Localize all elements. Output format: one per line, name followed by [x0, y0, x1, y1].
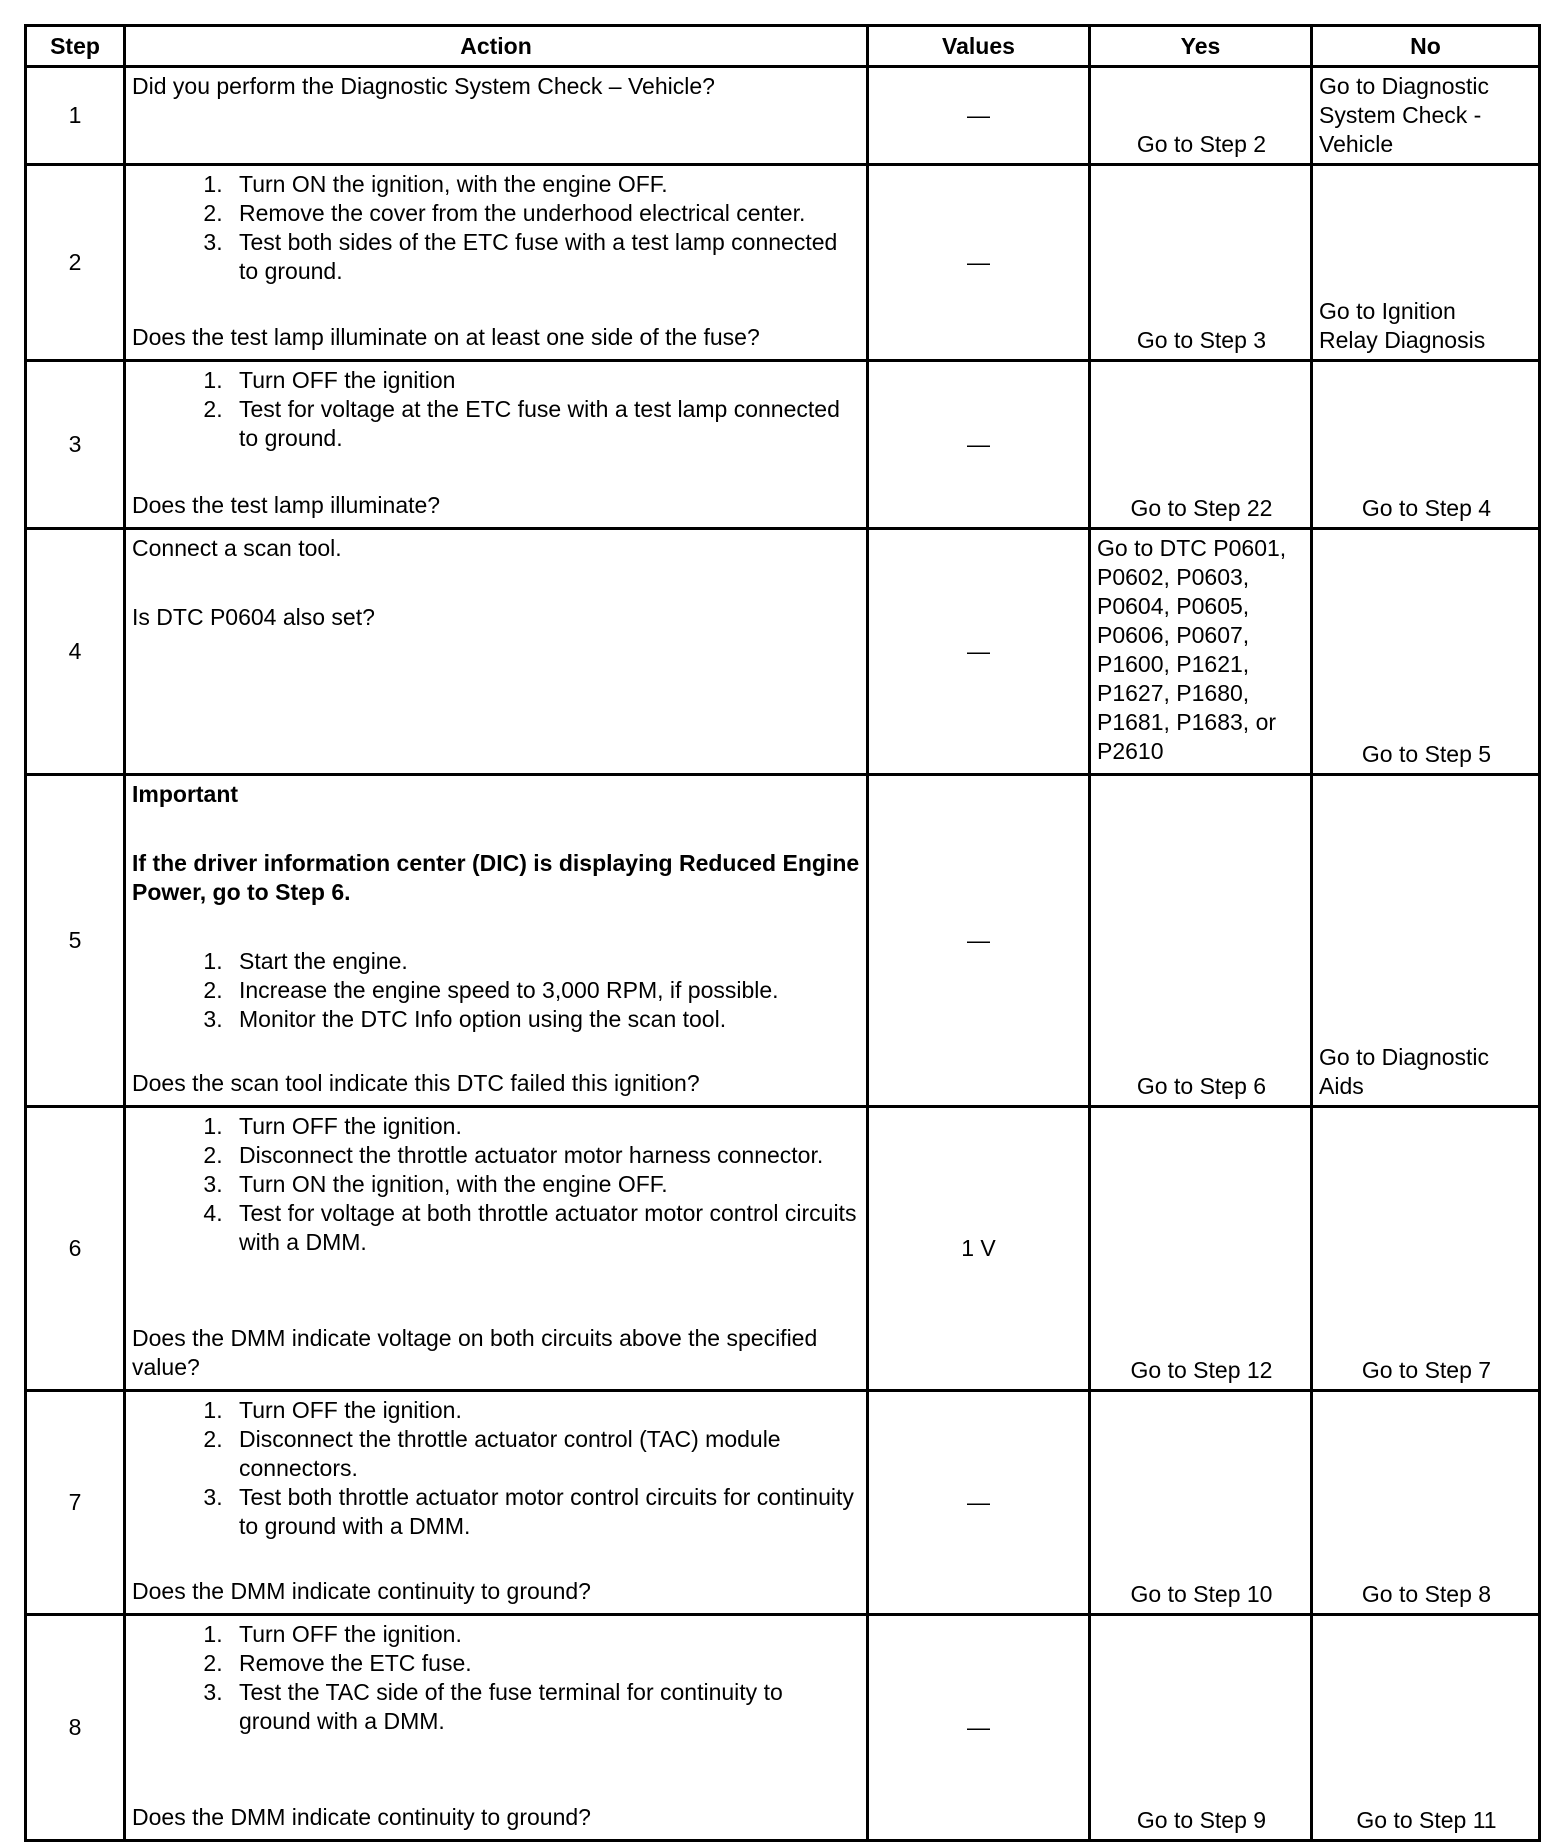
values-cell: — [868, 361, 1090, 529]
header-row [26, 26, 1540, 67]
action-cell [125, 1391, 868, 1615]
action-text: Connect a scan tool. [132, 535, 342, 561]
yes-link[interactable]: Go to Step 22 [1130, 495, 1273, 521]
yes-line: P1627, P1680, [1097, 680, 1250, 706]
values-cell: — [868, 529, 1090, 775]
header-step: Step [26, 26, 125, 67]
diagnostic-table [24, 24, 1541, 1842]
table-row [26, 165, 1540, 361]
yes-line: P0606, P0607, [1097, 622, 1250, 648]
step-number: 8 [26, 1615, 125, 1841]
no-cell [1312, 361, 1540, 529]
action-text: Did you perform the Diagnostic System Check – Vehicle? [132, 73, 715, 99]
no-cell [1312, 1107, 1540, 1391]
no-link[interactable]: Go to Step 7 [1361, 1357, 1492, 1383]
action-question: Does the DMM indicate voltage on both circuits above the specified value? [132, 1325, 818, 1380]
action-step: 3. Test the TAC side of the fuse terminal for continuity to ground with a DMM. [229, 1678, 860, 1736]
yes-cell [1090, 775, 1312, 1107]
no-line: Go to Diagnostic [1319, 1044, 1490, 1070]
table-row [26, 361, 1540, 529]
values-cell: — [868, 1391, 1090, 1615]
header-action: Action [125, 26, 868, 67]
yes-link[interactable]: Go to Step 6 [1136, 1073, 1267, 1099]
step-number: 7 [26, 1391, 125, 1615]
yes-line: P0604, P0605, [1097, 593, 1250, 619]
step-number: 3 [26, 361, 125, 529]
step-number: 1 [26, 67, 125, 165]
action-step: 3. Test both throttle actuator motor control circuits for continuity to ground with a DMM. [229, 1483, 860, 1541]
action-steps [132, 1112, 860, 1257]
action-step: 2. Remove the ETC fuse. [229, 1649, 860, 1678]
step-number: 5 [26, 775, 125, 1107]
yes-link[interactable]: Go to Step 9 [1136, 1807, 1267, 1833]
action-cell [125, 67, 868, 165]
yes-line: P0602, P0603, [1097, 564, 1250, 590]
action-question: Does the scan tool indicate this DTC failed this ignition? [132, 1070, 700, 1096]
action-steps [132, 1620, 860, 1736]
action-step: 1. Start the engine. [229, 947, 860, 976]
action-step: 1. Turn OFF the ignition. [229, 1396, 860, 1425]
values-cell: — [868, 1615, 1090, 1841]
action-cell [125, 775, 868, 1107]
no-link[interactable]: Go to Step 5 [1361, 741, 1492, 767]
action-step: 3. Monitor the DTC Info option using the scan tool. [229, 1005, 860, 1034]
action-question: Does the test lamp illuminate? [132, 492, 441, 518]
no-link[interactable]: Go to Step 11 [1356, 1807, 1497, 1833]
action-cell [125, 1107, 868, 1391]
action-cell [125, 1615, 868, 1841]
values-cell: — [868, 165, 1090, 361]
no-cell [1312, 1615, 1540, 1841]
no-link[interactable]: Go to Step 8 [1361, 1581, 1492, 1607]
yes-link[interactable]: Go to Step 10 [1130, 1581, 1273, 1607]
values-cell: — [868, 775, 1090, 1107]
action-question: Does the DMM indicate continuity to ground? [132, 1578, 591, 1604]
header-values: Values [868, 26, 1090, 67]
action-cell [125, 361, 868, 529]
table-row [26, 1615, 1540, 1841]
action-step: 3. Turn ON the ignition, with the engine OFF. [229, 1170, 860, 1199]
no-line: Vehicle [1319, 131, 1394, 157]
yes-line: P2610 [1097, 738, 1164, 764]
yes-cell [1090, 165, 1312, 361]
action-steps [132, 947, 860, 1034]
yes-line: P1681, P1683, or [1097, 709, 1277, 735]
no-link[interactable] [1313, 72, 1538, 163]
action-cell [125, 529, 868, 775]
action-step: 2. Disconnect the throttle actuator control (TAC) module connectors. [229, 1425, 860, 1483]
table-row [26, 775, 1540, 1107]
table-row [26, 1391, 1540, 1615]
values-cell: — [868, 67, 1090, 165]
values-cell: 1 V [868, 1107, 1090, 1391]
action-question: Is DTC P0604 also set? [132, 604, 375, 630]
action-steps [132, 366, 860, 453]
yes-link[interactable] [1091, 530, 1310, 770]
yes-cell [1090, 67, 1312, 165]
action-step: 1. Turn OFF the ignition. [229, 1620, 860, 1649]
yes-cell [1090, 361, 1312, 529]
action-steps [132, 170, 860, 286]
no-link[interactable] [1313, 297, 1538, 359]
important-label: Important [132, 781, 239, 807]
yes-link[interactable]: Go to Step 3 [1136, 327, 1267, 353]
yes-cell [1090, 529, 1312, 775]
action-step: 1. Turn OFF the ignition. [229, 1112, 860, 1141]
action-step: 2. Disconnect the throttle actuator motor harness connector. [229, 1141, 860, 1170]
action-step: 4. Test for voltage at both throttle actuator motor control circuits with a DMM. [229, 1199, 860, 1257]
action-question: Does the test lamp illuminate on at least one side of the fuse? [132, 324, 760, 350]
action-cell [125, 165, 868, 361]
no-cell [1312, 165, 1540, 361]
no-cell [1312, 67, 1540, 165]
yes-cell [1090, 1107, 1312, 1391]
action-step: 2. Remove the cover from the underhood electrical center. [229, 199, 860, 228]
action-step: 2. Test for voltage at the ETC fuse with a test lamp connected to ground. [229, 395, 860, 453]
table-row [26, 1107, 1540, 1391]
step-number: 2 [26, 165, 125, 361]
header-no: No [1312, 26, 1540, 67]
action-question: Does the DMM indicate continuity to ground? [132, 1804, 591, 1830]
no-line: Aids [1319, 1073, 1364, 1099]
no-line: Go to Diagnostic [1319, 73, 1490, 99]
yes-cell [1090, 1615, 1312, 1841]
no-line: Go to Ignition [1319, 298, 1456, 324]
table-row [26, 67, 1540, 165]
yes-link[interactable]: Go to Step 12 [1130, 1357, 1273, 1383]
action-step: 1. Turn OFF the ignition [229, 366, 860, 395]
yes-link[interactable]: Go to Step 2 [1136, 131, 1267, 157]
no-line: System Check - [1319, 102, 1482, 128]
action-step: 1. Turn ON the ignition, with the engine OFF. [229, 170, 860, 199]
diagnostic-table-container [24, 24, 1541, 1842]
yes-line: P1600, P1621, [1097, 651, 1250, 677]
table-row [26, 529, 1540, 775]
no-link[interactable] [1313, 1043, 1538, 1105]
step-number: 6 [26, 1107, 125, 1391]
header-yes: Yes [1090, 26, 1312, 67]
action-step: 2. Increase the engine speed to 3,000 RPM, if possible. [229, 976, 860, 1005]
yes-cell [1090, 1391, 1312, 1615]
step-number: 4 [26, 529, 125, 775]
important-note: If the driver information center (DIC) is displaying Reduced Engine Power, go to Step 6. [132, 850, 860, 905]
no-cell [1312, 1391, 1540, 1615]
no-cell [1312, 529, 1540, 775]
action-step: 3. Test both sides of the ETC fuse with a test lamp connected to ground. [229, 228, 860, 286]
no-line: Relay Diagnosis [1319, 327, 1486, 353]
yes-line: Go to DTC P0601, [1097, 535, 1287, 561]
no-cell [1312, 775, 1540, 1107]
no-link[interactable]: Go to Step 4 [1361, 495, 1492, 521]
action-steps [132, 1396, 860, 1541]
